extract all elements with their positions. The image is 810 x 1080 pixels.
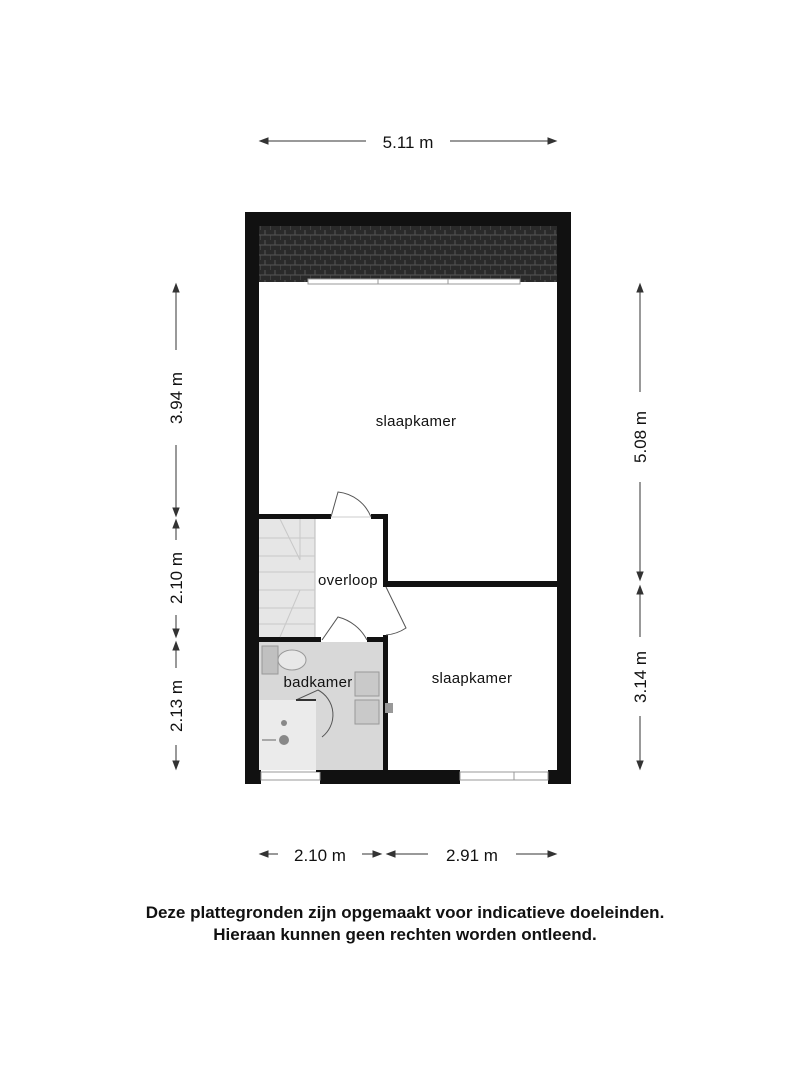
dimension-label-left-lower: 2.13 m [167,680,186,732]
room-label-bedroom-main: slaapkamer [375,413,457,430]
dimension-label-bottom-left: 2.10 m [294,846,346,865]
disclaimer-line-2: Hieraan kunnen geen rechten worden ontleend. [213,925,597,944]
dimension-label-bottom-right: 2.91 m [446,846,498,865]
door-bedroom-main [331,492,371,517]
disclaimer-line-1: Deze plattegronden zijn opgemaakt voor indicatieve doeleinden. [145,903,665,922]
dimension-label-left-middle: 2.10 m [167,552,186,604]
room-label-bedroom-small: slaapkamer [431,670,513,687]
door-landing-bath [322,617,367,640]
room-label-bathroom: badkamer [283,674,353,691]
dimension-label-right-lower: 3.14 m [631,651,650,703]
room-label-landing: overloop [318,572,378,589]
dimension-label-right-upper: 5.08 m [631,411,650,463]
window-top [308,279,520,284]
dimension-label-top: 5.11 m [382,133,434,152]
roof-strip [258,225,558,282]
disclaimer [0,902,810,946]
door-bedroom-small [386,587,406,635]
dimension-label-left-upper: 3.94 m [167,372,186,424]
stairs [259,519,315,637]
